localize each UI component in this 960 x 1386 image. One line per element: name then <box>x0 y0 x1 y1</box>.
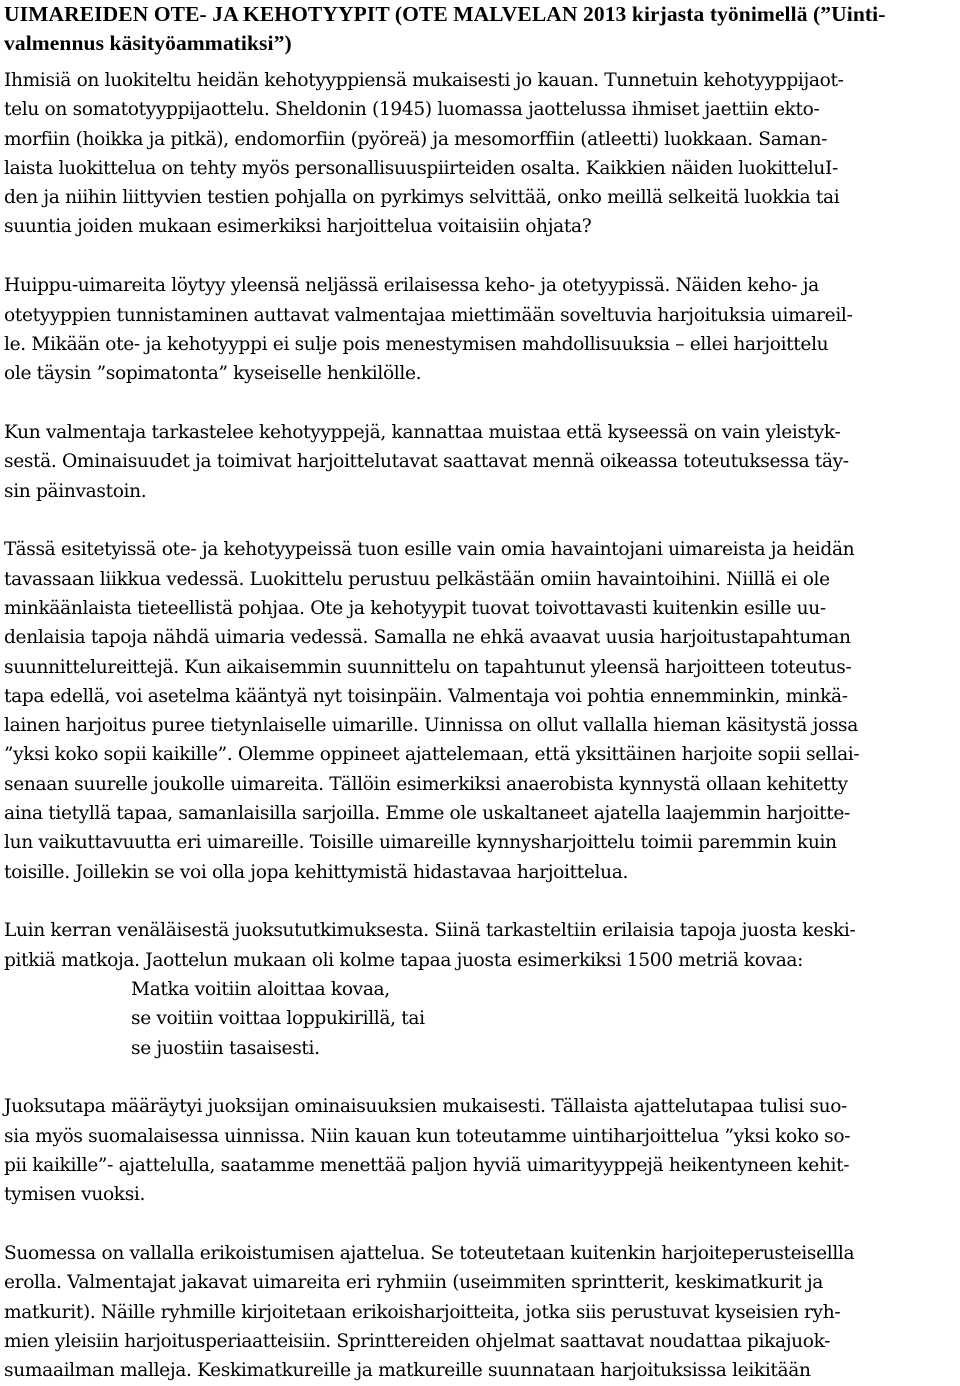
running-methods-list <box>4 975 956 1063</box>
text-line: ole täysin ”sopimatonta” kyseiselle henkilölle. <box>4 363 422 385</box>
paragraph-specialization <box>4 1239 956 1385</box>
text-line: ”yksi koko sopii kaikille”. Olemme oppineet ajattelemaan, että yksittäinen harjoite sopii sellai- <box>4 744 860 766</box>
text-line: lainen harjoitus puree tietynlaiselle uimarille. Uinnissa on ollut vallalla hieman käsitystä jossa <box>4 715 858 737</box>
text-line: Kun valmentaja tarkastelee kehotyyppejä, kannattaa muistaa että kyseessä on vain yleistyk- <box>4 421 841 443</box>
text-line: matkurit). Näille ryhmille kirjoitetaan erikoisharjoitteita, jotka siis perustuvat kyseisien ryh- <box>4 1301 841 1323</box>
text-line: sumaailman malleja. Keskimatkureille ja matkureille suunnataan harjoituksissa leikitään <box>4 1360 811 1382</box>
text-line: senaan suurelle joukolle uimareita. Tällöin esimerkiksi anaerobista kynnystä ollaan kehitetty <box>4 773 848 795</box>
text-line: tymisen vuoksi. <box>4 1184 146 1206</box>
text-line: telu on somatotyyppijaottelu. Sheldonin (1945) luomassa jaottelussa ihmiset jaettiin ekto- <box>4 99 820 121</box>
paragraph-running-study <box>4 916 956 975</box>
paragraph-elite-swimmers <box>4 271 956 388</box>
text-line: den ja niihin liittyvien testien pohjalla on pyrkimys selvittää, onko meillä selkeitä luokkia tai <box>4 187 840 209</box>
text-line: Ihmisiä on luokiteltu heidän kehotyyppiensä mukaisesti jo kauan. Tunnetuin kehotyyppijaot- <box>4 70 844 91</box>
text-line: Luin kerran venäläisestä juoksututkimuksesta. Siinä tarkasteltiin erilaisia tapoja juosta keski- <box>4 920 856 942</box>
list-item: se juostiin tasaisesti. <box>131 1037 320 1059</box>
paragraph-body-types <box>4 66 956 242</box>
paragraph-generalization <box>4 418 956 506</box>
text-line: morfiin (hoikka ja pitkä), endomorfiin (pyöreä) ja mesomorffiin (atleetti) luokkaan. Saman- <box>4 128 828 150</box>
text-line: laista luokittelua on tehty myös personallisuuspiirteiden osalta. Kaikkien näiden luokitteluI- <box>4 157 838 179</box>
text-line: suunnittelureittejä. Kun aikaisemmin suunnittelu on tapahtunut yleensä harjoitteen toteutus- <box>4 656 852 678</box>
text-line: sin päinvastoin. <box>4 480 147 502</box>
text-line: suuntia joiden mukaan esimerkiksi harjoittelua voitaisiin ohjata? <box>4 216 592 238</box>
paragraph-observations <box>4 535 956 887</box>
text-line: pii kaikille”- ajattelulla, saatamme menettää paljon hyviä uimarityyppejä heikentyneen kehit- <box>4 1155 850 1176</box>
text-line: Huippu-uimareita löytyy yleensä neljässä erilaisessa keho- ja otetyypissä. Näiden keho- ja <box>4 275 819 297</box>
title-line: UIMAREIDEN OTE- JA KEHOTYYPIT (OTE MALVELAN 2013 kirjasta työnimellä (”Uinti- <box>4 2 886 26</box>
title-line: valmennus käsityöammatiksi”) <box>4 31 292 55</box>
text-line: sestä. Ominaisuudet ja toimivat harjoittelutavat saattavat mennä oikeassa toteutuksessa täy- <box>4 451 849 473</box>
list-item: Matka voitiin aloittaa kovaa, <box>131 979 390 1001</box>
text-line: otetyyppien tunnistaminen auttavat valmentajaa miettimään soveltuvia harjoituksia uimareil- <box>4 304 853 326</box>
text-line: tapa edellä, voi asetelma kääntyä nyt toisinpäin. Valmentaja voi pohtia ennemminkin, minkä- <box>4 685 848 707</box>
text-line: tavassaan liikkua vedessä. Luokittelu perustuu pelkästään omiin havaintoihini. Niillä ei ole <box>4 568 830 590</box>
text-line: denlaisia tapoja nähdä uimaria vedessä. Samalla ne ehkä avaavat uusia harjoitustapahtuman <box>4 627 851 649</box>
text-line: Suomessa on vallalla erikoistumisen ajattelua. Se toteutetaan kuitenkin harjoiteperusteisellla <box>4 1243 855 1265</box>
document-title <box>4 0 956 58</box>
text-line: minkäänlaista tieteellistä pohjaa. Ote ja kehotyypit tuovat toivottavasti kuitenkin esille uu- <box>4 597 826 619</box>
list-item: se voitiin voittaa loppukirillä, tai <box>131 1008 425 1030</box>
text-line: le. Mikään ote- ja kehotyyppi ei sulje pois menestymisen mahdollisuuksia – ellei harjoittelu <box>4 333 829 355</box>
text-line: aina tietyllä tapaa, samanlaisilla sarjoilla. Emme ole uskaltaneet ajatella laajemmin harjoitte- <box>4 803 850 825</box>
text-line: toisille. Joillekin se voi olla jopa kehittymistä hidastavaa harjoittelua. <box>4 861 629 883</box>
text-line: erolla. Valmentajat jakavat uimareita eri ryhmiin (useimmiten sprintterit, keskimatkurit ja <box>4 1272 823 1294</box>
text-line: lun vaikuttavuutta eri uimareille. Toisille uimareille kynnysharjoittelu toimii paremmin kuin <box>4 832 837 854</box>
text-line: Tässä esitetyissä ote- ja kehotyypeissä tuon esille vain omia havaintojani uimareista ja heidän <box>4 539 855 561</box>
paragraph-running-style <box>4 1092 956 1209</box>
text-line: sia myös suomalaisessa uinnissa. Niin kauan kun toteutamme uintiharjoittelua ”yksi koko so- <box>4 1125 851 1147</box>
text-line: pitkiä matkoja. Jaottelun mukaan oli kolme tapaa juosta esimerkiksi 1500 metriä kovaa: <box>4 949 804 971</box>
text-line: mien yleisiin harjoitusperiaatteisiin. Sprinttereiden ohjelmat saattavat noudattaa pikajuok- <box>4 1330 831 1352</box>
text-line: Juoksutapa määräytyi juoksijan ominaisuuksien mukaisesti. Tällaista ajattelutapaa tulisi suo- <box>4 1096 847 1118</box>
